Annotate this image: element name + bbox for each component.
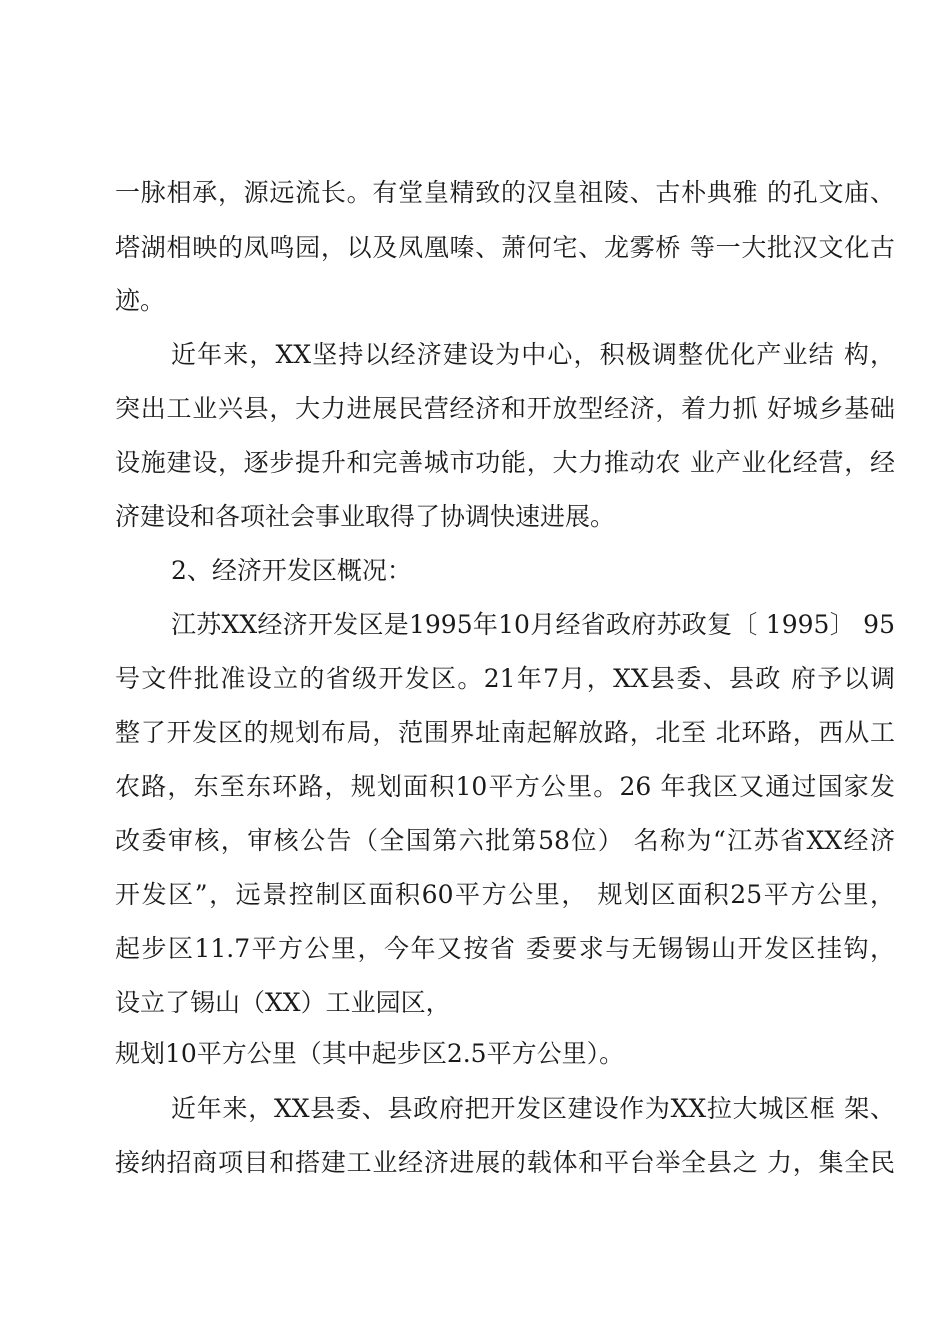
text-line: 一脉相承，源远流长。有堂皇精致的汉皇祖陵、古朴典雅 的孔文庙、 [115,178,895,207]
text-line: 开发区”，远景控制区面积60平方公里， 规划区面积25平方公里， [115,880,895,909]
text-line: 迹。 [115,286,166,315]
text-line: 农路，东至东环路，规划面积10平方公里。26 年我区又通过国家发 [115,772,895,801]
section-heading: 2、经济开发区概况： [171,556,412,585]
text-line: 改委审核，审核公告（全国第六批第58位） 名称为“江苏省XX经济 [115,826,895,855]
text-line: 起步区11.7平方公里，今年又按省 委要求与无锡锡山开发区挂钩， [115,934,895,963]
text-line: 济建设和各项社会事业取得了协调快速进展。 [115,502,616,531]
text-line: 整了开发区的规划布局，范围界址南起解放路，北至 北环路，西从工 [115,718,895,747]
text-line: 接纳招商项目和搭建工业经济进展的载体和平台举全县之 力，集全民 [115,1148,895,1177]
paragraph-first-line: 江苏XX经济开发区是1995年10月经省政府苏政复〔 1995〕 95 [171,610,895,639]
paragraph-first-line: 近年来，XX坚持以经济建设为中心，积极调整优化产业结 构， [171,340,895,369]
paragraph-first-line: 近年来，XX县委、县政府把开发区建设作为XX拉大城区框 架、 [171,1094,895,1123]
text-line: 设立了锡山（XX）工业园区， [115,988,451,1017]
text-line: 突出工业兴县，大力进展民营经济和开放型经济，着力抓 好城乡基础 [115,394,895,423]
text-line: 规划10平方公里（其中起步区2.5平方公里）。 [115,1039,625,1068]
text-line: 号文件批准设立的省级开发区。21年7月，XX县委、县政 府予以调 [115,664,895,693]
text-line: 设施建设，逐步提升和完善城市功能，大力推动农 业产业化经营，经 [115,448,895,477]
text-line: 塔湖相映的凤鸣园，以及凤凰嗪、萧何宅、龙雾桥 等一大批汉文化古 [115,233,895,262]
